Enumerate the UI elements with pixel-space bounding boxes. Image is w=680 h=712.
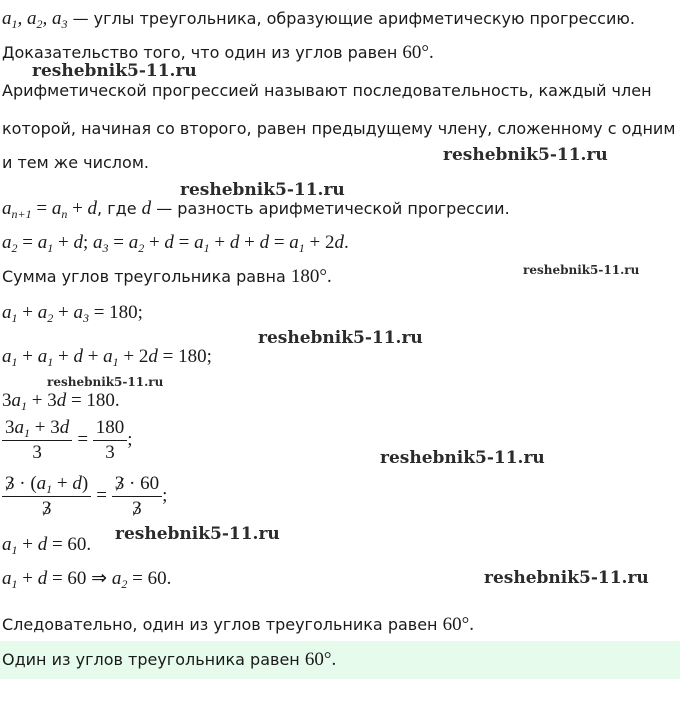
terms-equation: $a_2 = a_1 + d$; $a_3 = a_2 + d = a_1 + d + d = a_1 + 2d$.	[2, 232, 349, 255]
watermark-7: reshebnik5-11.ru	[380, 448, 545, 468]
progression-formula: $a_{n+1} = a_n + d$, где d — разность арифметической прогрессии.	[2, 198, 510, 221]
angle-60: 60°.	[402, 42, 434, 63]
watermark-5: reshebnik5-11.ru	[258, 328, 423, 348]
formula-connector: , где	[97, 199, 137, 218]
conclusion-text: Следовательно, один из углов треугольника равен	[2, 615, 438, 634]
definition-line-3: и тем же числом.	[2, 153, 149, 172]
watermark-3: reshebnik5-11.ru	[180, 180, 345, 200]
watermark-1: reshebnik5-11.ru	[32, 61, 197, 81]
answer-line	[2, 649, 336, 671]
conclusion-angle: 60°.	[442, 614, 474, 635]
formula-description: — разность арифметической прогрессии.	[156, 199, 510, 218]
watermark-9: reshebnik5-11.ru	[484, 568, 649, 588]
intro-text: — углы треугольника, образующие арифметическую прогрессию.	[72, 9, 635, 28]
result-equation-2: $a_1 + d = 60$ ⇒ $a_2 = 60$.	[2, 568, 172, 591]
conclusion	[2, 614, 474, 636]
fraction-equation-2: $\frac{3 \cdot (a_1 + d)}{3}$ = $\frac{3 \cdot 60}{3}$ ;	[2, 472, 167, 521]
angle-180: 180°.	[290, 266, 332, 287]
result-equation-1: $a_1 + d = 60$.	[2, 534, 92, 557]
watermark-2: reshebnik5-11.ru	[443, 145, 608, 165]
sum-statement	[2, 266, 332, 288]
sum-equation-3: $3a_1 + 3d = 180$.	[2, 390, 120, 413]
proof-title-text: Доказательство того, что один из углов равен	[2, 43, 398, 62]
definition-line-1: Арифметической прогрессией называют последовательность, каждый член	[2, 81, 652, 100]
sum-equation-2: $a_1 + a_1 + d + a_1 + 2d = 180$;	[2, 346, 212, 369]
watermark-8: reshebnik5-11.ru	[115, 524, 280, 544]
fraction-equation-1: $\frac{3a_1 + 3d}{3}$ = $\frac{180}{3}$ ;	[2, 416, 133, 465]
intro-variables: $a_1$, $a_2$, $a_3$	[2, 8, 68, 31]
answer-angle: 60°.	[304, 649, 337, 670]
sum-text: Сумма углов треугольника равна	[2, 267, 286, 286]
sum-equation-1: $a_1 + a_2 + a_3 = 180$;	[2, 302, 143, 325]
definition-line-2: которой, начиная со второго, равен предыдущему члену, сложенному с одним	[2, 119, 676, 138]
answer-box	[0, 641, 680, 679]
watermark-6: reshebnik5-11.ru	[47, 375, 164, 389]
intro-line	[2, 8, 635, 30]
answer-text: Один из углов треугольника равен	[2, 650, 300, 669]
watermark-4: reshebnik5-11.ru	[523, 263, 640, 277]
